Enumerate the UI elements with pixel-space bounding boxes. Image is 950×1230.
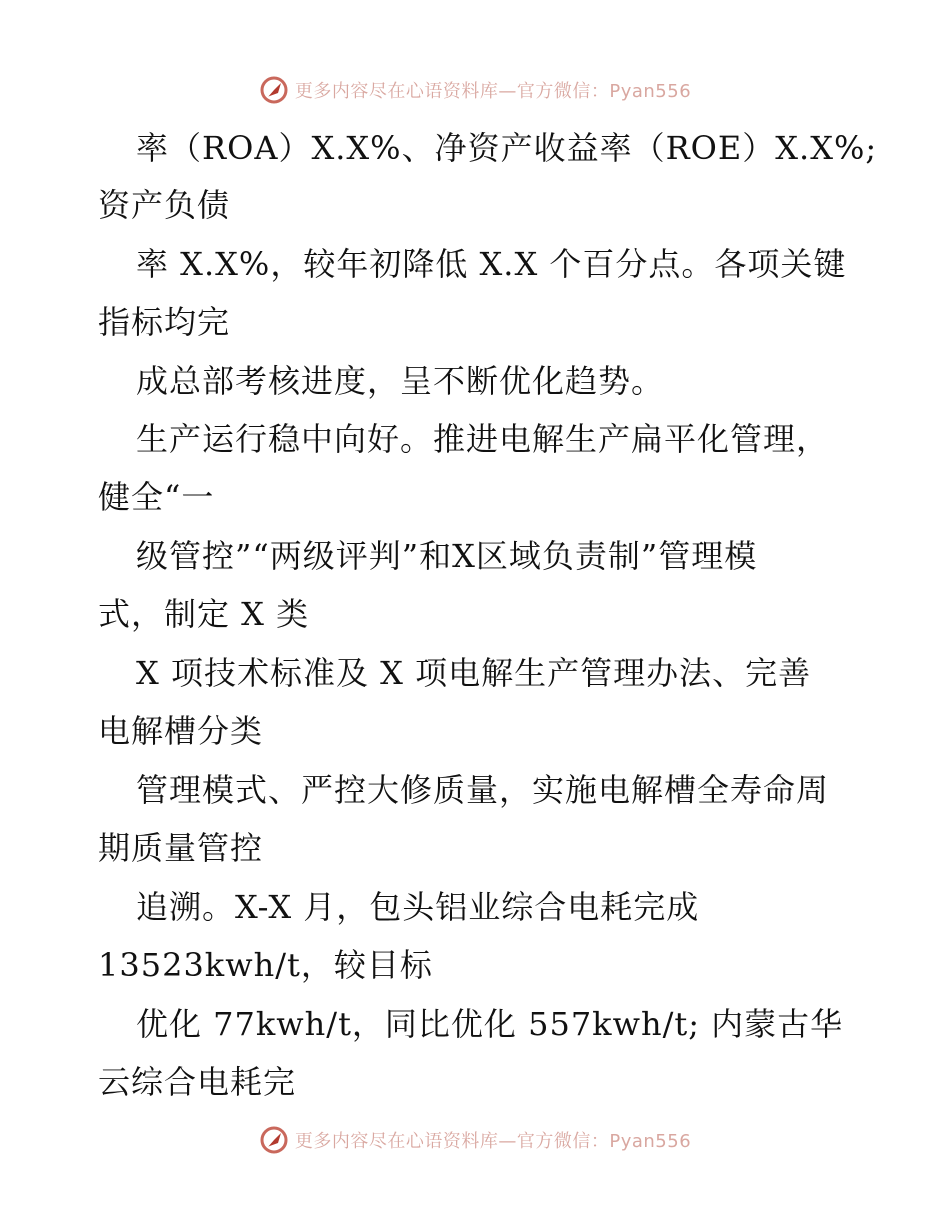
- text-line: 期质量管控: [98, 829, 264, 867]
- text-line: 生产运行稳中向好。推进电解生产扁平化管理，: [136, 420, 830, 458]
- text-line: 式，制定 X 类: [98, 595, 310, 633]
- text-line: 云综合电耗完: [98, 1063, 297, 1101]
- text-line: 率（ROA）X.X%、净资产收益率（ROE）X.X%;: [136, 129, 878, 167]
- text-line: 追溯。X-X 月，包头铝业综合电耗完成: [136, 888, 700, 926]
- text-line: 电解槽分类: [98, 712, 264, 750]
- text-line: X 项技术标准及 X 项电解生产管理办法、完善: [136, 654, 812, 692]
- text-line: 优化 77kwh/t，同比优化 557kwh/t; 内蒙古华: [136, 1005, 844, 1043]
- text-line: 指标均完: [98, 303, 231, 341]
- text-line: 健全“一: [98, 478, 215, 516]
- text-line: 管理模式、严控大修质量，实施电解槽全寿命周: [136, 771, 830, 809]
- text-line: 资产负债: [98, 186, 231, 224]
- watermark-text: 更多内容尽在心语资料库—官方微信：Pyan556: [294, 81, 692, 102]
- text-line: 级管控”“两级评判”和X区域负责制”管理模: [136, 537, 758, 575]
- watermark-text: 更多内容尽在心语资料库—官方微信：Pyan556: [294, 1131, 692, 1152]
- feather-pen-logo-icon: [259, 1125, 289, 1155]
- text-line: 成总部考核进度，呈不断优化趋势。: [136, 362, 665, 400]
- text-line: 13523kwh/t，较目标: [98, 946, 433, 984]
- text-line: 率 X.X%，较年初降低 X.X 个百分点。各项关键: [136, 245, 847, 283]
- footer-watermark: [0, 1122, 950, 1158]
